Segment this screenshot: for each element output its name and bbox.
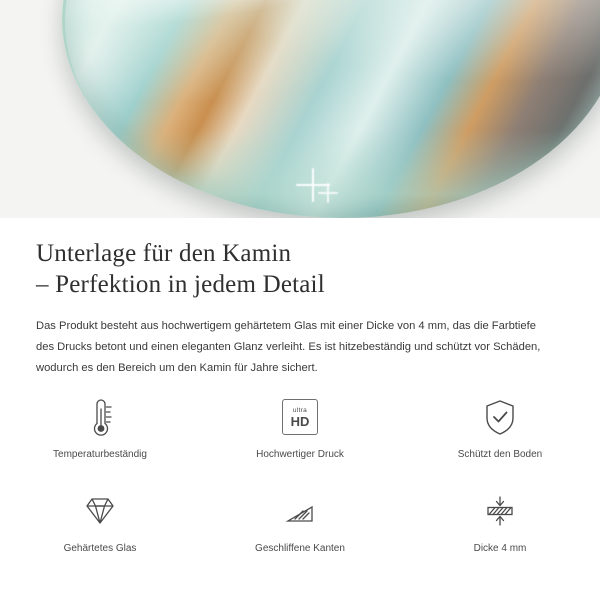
feature-item-polished-edges [200,484,400,556]
feature-item-print-quality [200,390,400,462]
feature-label: Hochwertiger Druck [256,449,344,460]
diamond-icon [73,484,127,538]
polished-edges-icon [273,484,327,538]
thickness-arrows-icon [473,484,527,538]
description-paragraph: Das Produkt besteht aus hochwertigem gehärtetem Glas mit einer Dicke von 4 mm, das die Farbtiefe des Drucks betont und einen eleganten Glanz verleiht. Es ist hitzebeständig und schützt vor Schäden, wodurch es den Bereich um den Kamin für Jahre sichert. [36,320,541,374]
feature-item-temperature [0,390,200,462]
feature-grid [0,390,600,556]
glass-plate-image [62,0,600,218]
feature-label: Dicke 4 mm [473,543,527,554]
thermometer-icon [73,390,127,444]
shield-check-icon [473,390,527,444]
feature-item-thickness [400,484,600,556]
feature-label: Geschliffene Kanten [255,543,345,554]
feature-label: Temperaturbeständig [53,449,147,460]
feature-label: Schützt den Boden [457,449,543,460]
ultra-hd-icon [273,390,327,444]
headline-line-2: – Perfektion in jedem Detail [36,271,325,298]
feature-label: Gehärtetes Glas [63,543,137,554]
ultra-hd-bottom-text: HD [290,413,310,429]
content-block [0,218,600,379]
page-title [0,218,600,300]
feature-item-tempered-glass [0,484,200,556]
feature-item-floor-protection [400,390,600,462]
ultra-hd-top-text: ultra [292,406,308,414]
headline-line-1: Unterlage für den Kamin [36,240,292,267]
hero-image [0,0,600,218]
